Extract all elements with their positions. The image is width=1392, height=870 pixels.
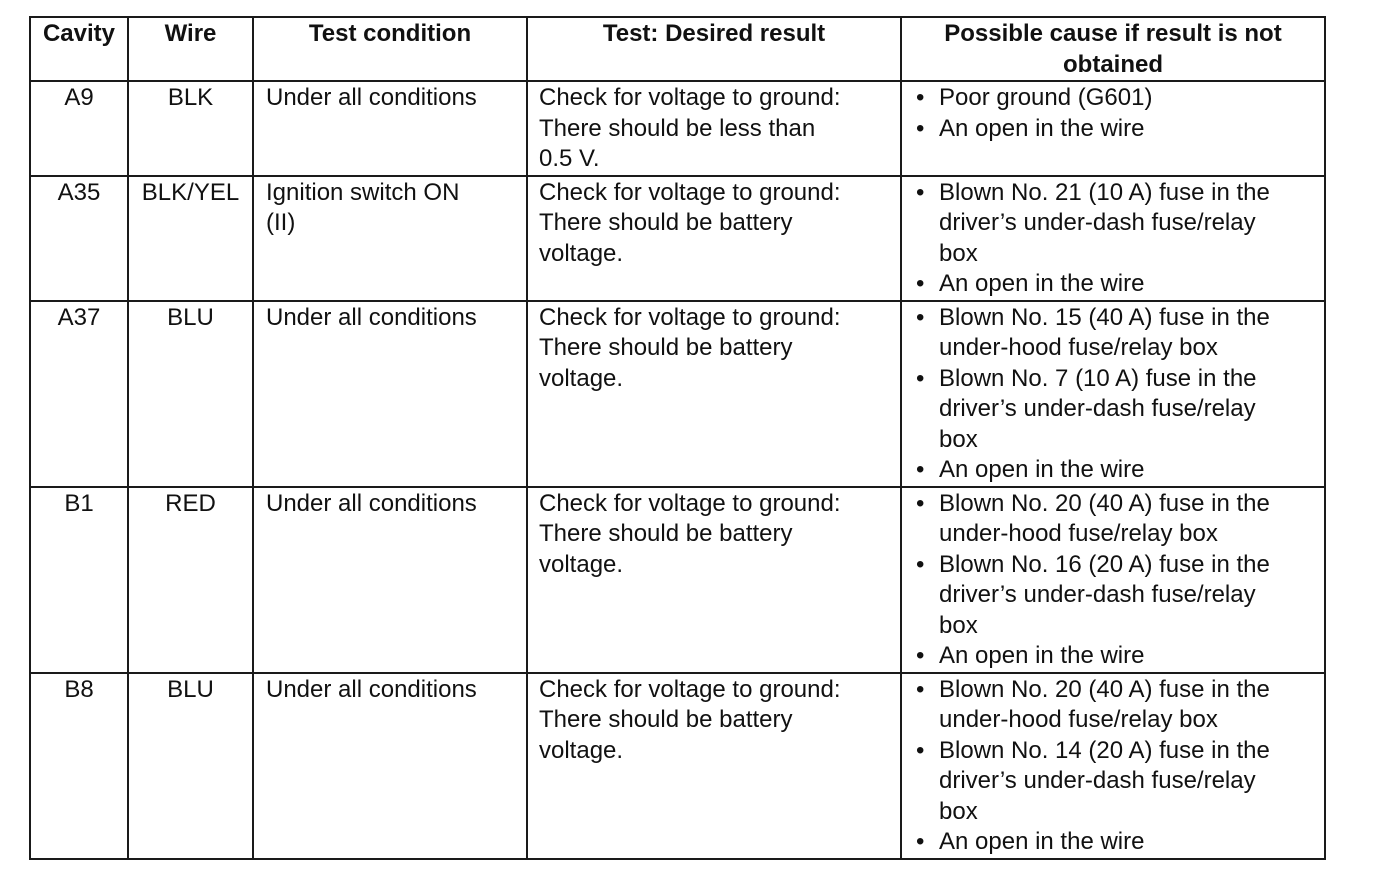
header-row	[30, 17, 1325, 81]
cause-text: Blown No. 7 (10 A) fuse in the driver’s under-dash fuse/relay box	[939, 364, 1257, 453]
cavity-cell: A35	[30, 176, 128, 301]
table-row	[30, 301, 1325, 487]
cause-text: An open in the wire	[939, 270, 1145, 297]
possible-cause-cell	[901, 301, 1325, 487]
test-condition-cell: Under all conditions	[253, 301, 527, 487]
table-row	[30, 81, 1325, 176]
cause-text: Blown No. 15 (40 A) fuse in the under-hood fuse/relay box	[939, 303, 1270, 361]
desired-result-cell: Check for voltage to ground: There should be battery voltage.	[527, 301, 901, 487]
test-condition-cell: Ignition switch ON (II)	[253, 176, 527, 301]
cause-item	[916, 675, 1320, 736]
possible-cause-cell	[901, 487, 1325, 673]
test-condition-cell: Under all conditions	[253, 673, 527, 859]
cause-text: Blown No. 14 (20 A) fuse in the driver’s under-dash fuse/relay box	[939, 736, 1270, 825]
header-desired-result: Test: Desired result	[527, 17, 901, 81]
cause-text: An open in the wire	[939, 828, 1145, 855]
test-condition-cell: Under all conditions	[253, 487, 527, 673]
cause-list	[916, 178, 1320, 300]
cause-list	[916, 303, 1320, 486]
cavity-cell: A37	[30, 301, 128, 487]
possible-cause-cell	[901, 81, 1325, 176]
cavity-cell: B1	[30, 487, 128, 673]
test-condition-cell: Under all conditions	[253, 81, 527, 176]
desired-result-cell: Check for voltage to ground: There should be battery voltage.	[527, 176, 901, 301]
desired-result-cell: Check for voltage to ground: There should be battery voltage.	[527, 487, 901, 673]
cause-item	[916, 455, 1320, 486]
table-row	[30, 487, 1325, 673]
cause-item	[916, 269, 1320, 300]
cause-item	[916, 489, 1320, 550]
cause-text: Blown No. 20 (40 A) fuse in the under-hood fuse/relay box	[939, 489, 1270, 547]
cause-list	[916, 489, 1320, 672]
desired-result-cell: Check for voltage to ground: There should be less than 0.5 V.	[527, 81, 901, 176]
cause-item	[916, 83, 1320, 114]
cause-text: An open in the wire	[939, 114, 1145, 142]
cause-item	[916, 114, 1320, 145]
cause-item	[916, 364, 1320, 456]
cause-text: Blown No. 21 (10 A) fuse in the driver’s under-dash fuse/relay box	[939, 178, 1270, 267]
cause-text: Blown No. 20 (40 A) fuse in the under-hood fuse/relay box	[939, 675, 1270, 733]
possible-cause-cell	[901, 176, 1325, 301]
header-cavity: Cavity	[30, 17, 128, 81]
cause-text: Blown No. 16 (20 A) fuse in the driver’s under-dash fuse/relay box	[939, 550, 1270, 639]
header-wire: Wire	[128, 17, 253, 81]
possible-cause-cell	[901, 673, 1325, 859]
header-test-condition: Test condition	[253, 17, 527, 81]
cause-item	[916, 641, 1320, 672]
cause-item	[916, 303, 1320, 364]
wire-cell: BLK	[128, 81, 253, 176]
wire-cell: BLU	[128, 301, 253, 487]
cause-item	[916, 827, 1320, 858]
cause-item	[916, 736, 1320, 828]
cause-text: An open in the wire	[939, 456, 1145, 483]
cause-text: Poor ground (G601)	[939, 84, 1153, 111]
wire-cell: BLU	[128, 673, 253, 859]
cause-text: An open in the wire	[939, 642, 1145, 669]
wire-cell: RED	[128, 487, 253, 673]
terminal-test-table	[29, 16, 1326, 860]
cause-item	[916, 178, 1320, 270]
table-row	[30, 673, 1325, 859]
cavity-cell: B8	[30, 673, 128, 859]
table-row	[30, 176, 1325, 301]
wire-cell: BLK/YEL	[128, 176, 253, 301]
cause-list	[916, 675, 1320, 858]
cause-item	[916, 550, 1320, 642]
cause-list	[916, 83, 1320, 144]
header-possible-cause: Possible cause if result is not obtained	[901, 17, 1325, 81]
cavity-cell: A9	[30, 81, 128, 176]
desired-result-cell: Check for voltage to ground: There should be battery voltage.	[527, 673, 901, 859]
